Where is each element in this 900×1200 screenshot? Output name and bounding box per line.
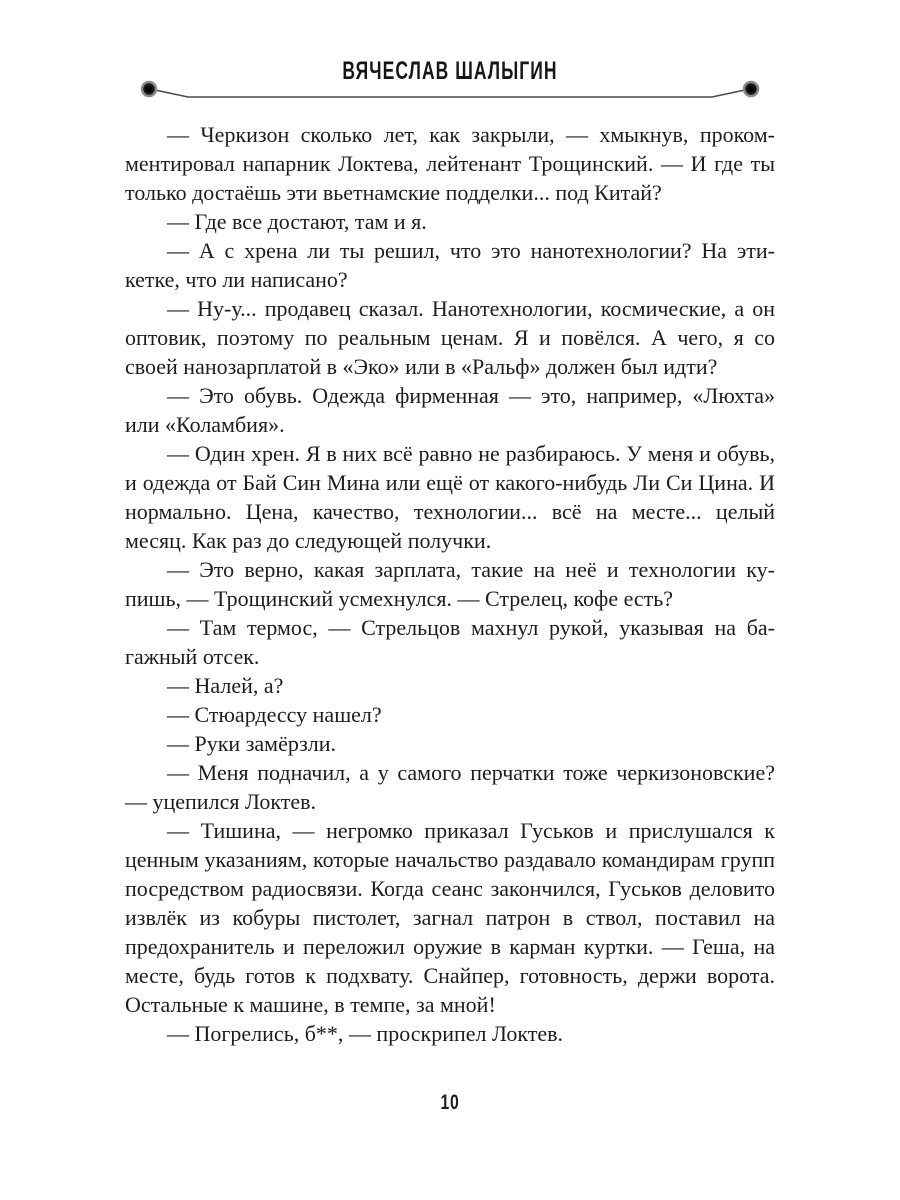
paragraph: — Это обувь. Одежда фирменная — это, например, «Люхта» или «Коламбия». <box>125 383 775 437</box>
ornament-line <box>155 90 745 97</box>
page-number: 10 <box>440 1091 460 1114</box>
paragraph: — Налей, а? <box>167 673 284 698</box>
paragraph: — Там термос, — Стрельцов махнул рукой, указывая на багажный отсек. <box>125 615 775 669</box>
paragraph: — Один хрен. Я в них всё равно не разбираюсь. У меня и обувь, и одежда от Бай Син Мина или ещё от какого-нибудь Ли Си Цина. И нормально. Цена, качество, технологии... всё на месте... целый месяц. Как раз до следующей получки. <box>125 441 775 553</box>
paragraph: — Тишина, — негромко приказал Гуськов и прислушался к ценным указаниям, которые начальство раздавало командирам групп посредством радиосвязи. Когда сеанс закончился, Гуськов деловито извлёк из кобуры пистолет, загнал патрон в ствол, поставил на предохранитель и переложил оружие в карман куртки. — Геша, на месте, будь готов к подхвату. Снайпер, готовность, держи ворота. Остальные к машине, в темпе, за мной! <box>125 818 775 1017</box>
paragraph: — Где все достают, там и я. <box>167 209 427 234</box>
ornament-left-dot-core <box>146 86 153 93</box>
running-header <box>0 0 900 110</box>
text-body <box>125 120 775 1048</box>
ornament-right-dot-core <box>748 86 755 93</box>
paragraph: — Руки замёрзли. <box>167 731 337 756</box>
author-name: ВЯЧЕСЛАВ ШАЛЫГИН <box>342 57 558 85</box>
paragraph: — Стюардессу нашел? <box>167 702 382 727</box>
paragraph: — Погрелись, б**, — проскрипел Локтев. <box>167 1021 564 1046</box>
paragraph: — Меня подначил, а у самого перчатки тоже черкизоновские? — уцепился Локтев. <box>125 760 775 814</box>
paragraph: — Это верно, какая зарплата, такие на неё и технологии купишь, — Трощинский усмехнулся. — Стрелец, кофе есть? <box>125 557 775 611</box>
header-ornament-rule <box>140 78 760 104</box>
paragraph: — Ну-у... продавец сказал. Нанотехнологии, космические, а он оптовик, поэтому по реальным ценам. Я и повёлся. А чего, я со своей нанозарплатой в «Эко» или в «Ральф» должен был идти? <box>125 296 775 379</box>
paragraph: — А с хрена ли ты решил, что это нанотехнологии? На этикетке, что ли написано? <box>125 238 775 292</box>
paragraph: — Черкизон сколько лет, как закрыли, — хмыкнув, прокомментировал напарник Локтева, лейтенант Трощинский. — И где ты только достаёшь эти вьетнамские подделки... под Китай? <box>125 122 775 205</box>
